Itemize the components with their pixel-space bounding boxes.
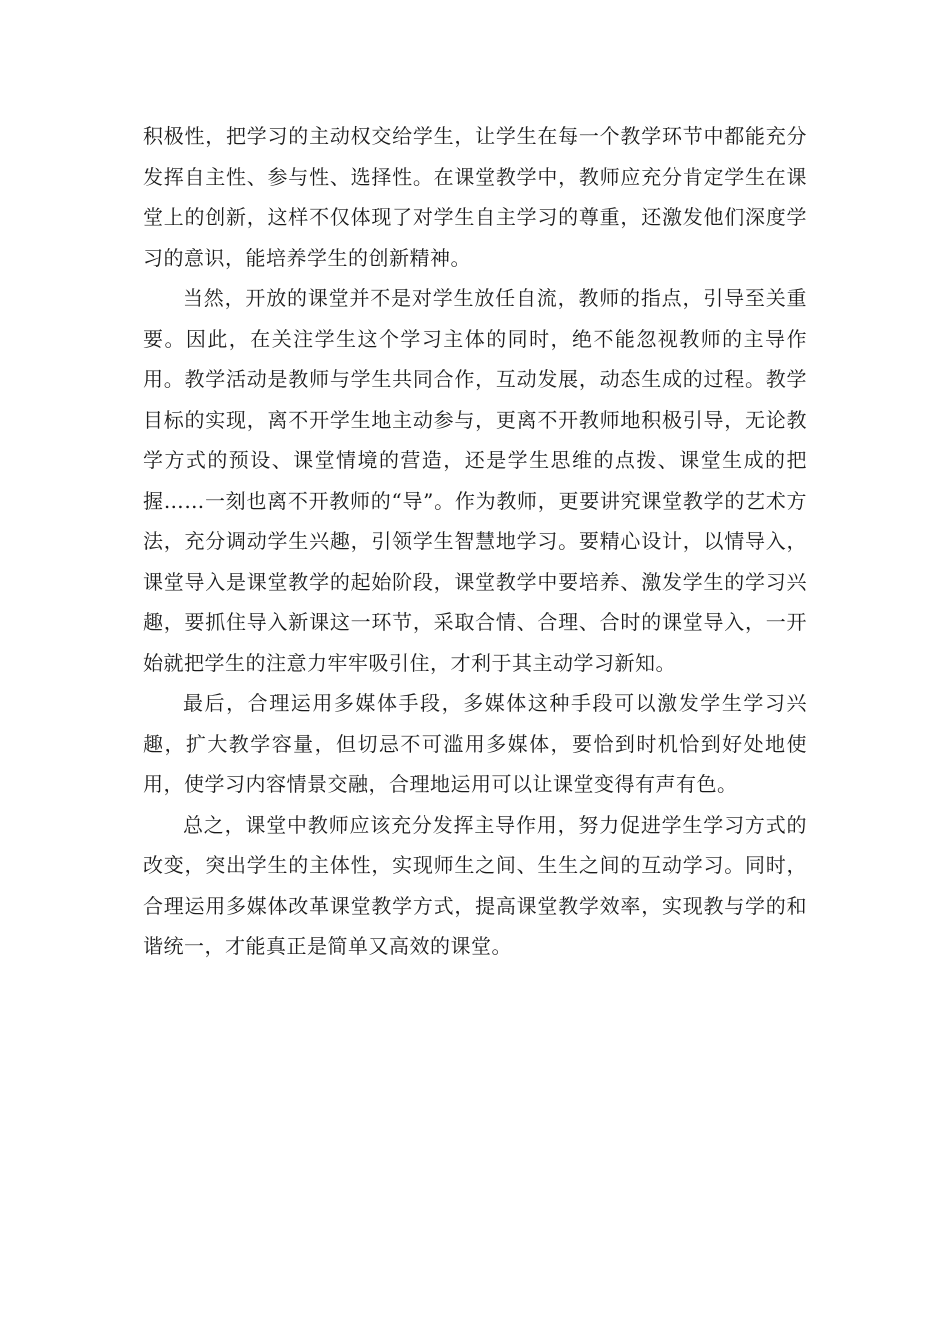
paragraph-multimedia: 最后，合理运用多媒体手段，多媒体这种手段可以激发学生学习兴趣，扩大教学容量，但切忌不可滥用多媒体，要恰到时机恰到好处地使用，使学习内容情景交融，合理地运用可以让课堂变得有声有色。 xyxy=(143,691,807,796)
paragraph-continuation: 积极性，把学习的主动权交给学生，让学生在每一个教学环节中都能充分发挥自主性、参与性、选择性。在课堂教学中，教师应充分肯定学生在课堂上的创新，这样不仅体现了对学生自主学习的尊重，还激发他们深度学习的意识，能培养学生的创新精神。 xyxy=(143,124,807,270)
document-body xyxy=(143,116,807,967)
paragraph-teacher-guidance: 当然，开放的课堂并不是对学生放任自流，教师的指点，引导至关重要。因此，在关注学生这个学习主体的同时，绝不能忽视教师的主导作用。教学活动是教师与学生共同合作，互动发展，动态生成的过程。教学目标的实现，离不开学生地主动参与，更离不开教师地积极引导，无论教学方式的预设、课堂情境的营造，还是学生思维的点拨、课堂生成的把握……一刻也离不开教师的“导”。作为教师，更要讲究课堂教学的艺术方法，充分调动学生兴趣，引领学生智慧地学习。要精心设计，以情导入，课堂导入是课堂教学的起始阶段，课堂教学中要培养、激发学生的学习兴趣，要抓住导入新课这一环节，采取合情、合理、合时的课堂导入，一开始就把学生的注意力牢牢吸引住，才利于其主动学习新知。 xyxy=(143,286,807,675)
paragraph-conclusion: 总之，课堂中教师应该充分发挥主导作用，努力促进学生学习方式的改变，突出学生的主体性，实现师生之间、生生之间的互动学习。同时，合理运用多媒体改革课堂教学方式，提高课堂教学效率，实现教与学的和谐统一，才能真正是简单又高效的课堂。 xyxy=(143,812,807,958)
